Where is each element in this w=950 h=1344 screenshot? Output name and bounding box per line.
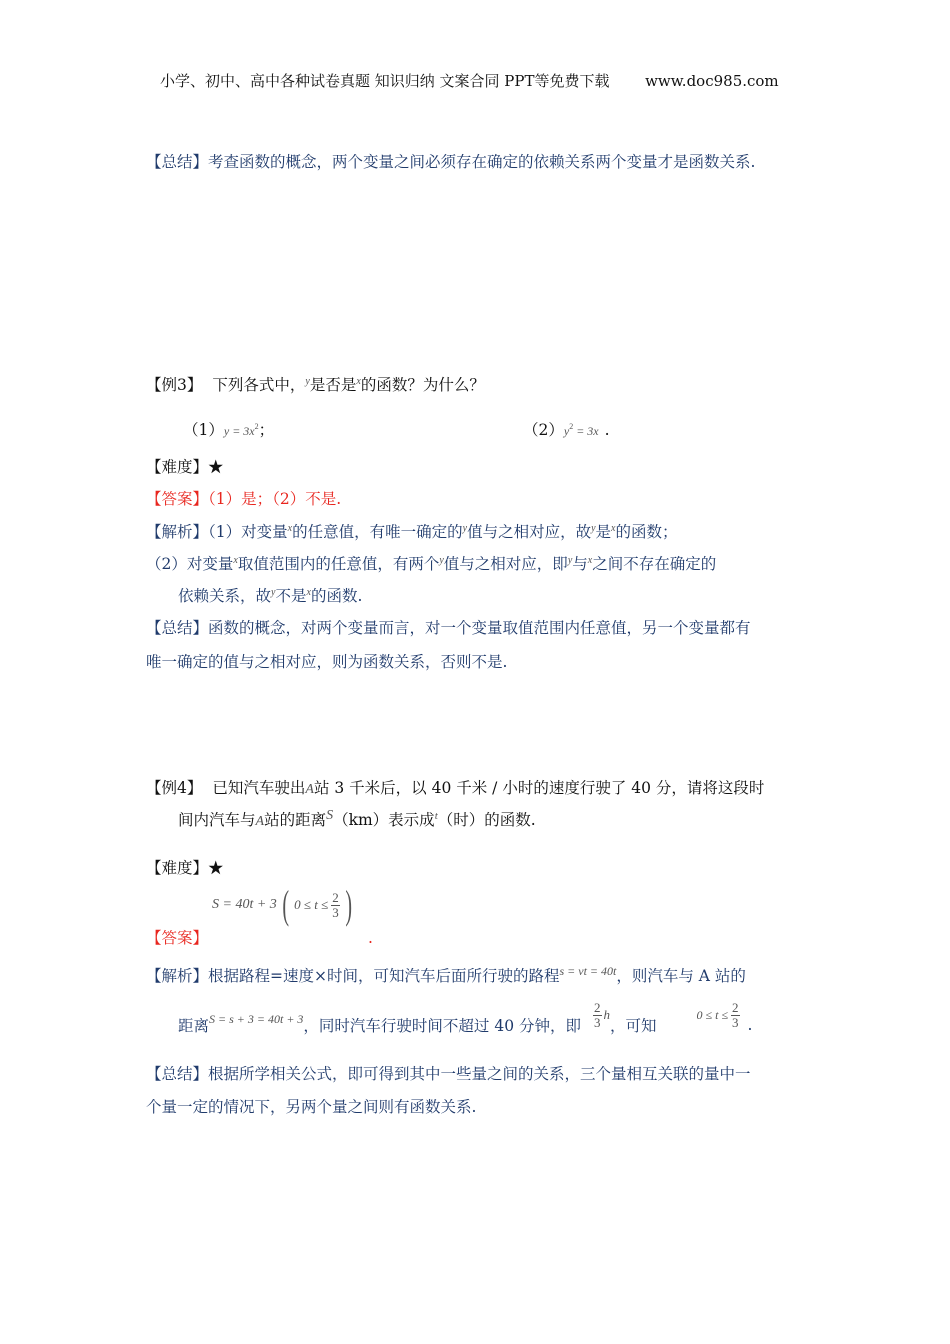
example-4-analysis-line-1	[146, 964, 746, 986]
summary-label: 【总结】	[146, 1065, 209, 1083]
example-3-analysis-line-2	[146, 552, 716, 574]
example-3-analysis-line-3	[178, 584, 362, 606]
denominator: 3	[594, 1014, 601, 1030]
denominator: 3	[332, 904, 339, 920]
analysis-text: （1）对变量	[208, 523, 288, 541]
question-text: 站的距离	[264, 811, 327, 830]
analysis-text: 值与之相对应，即	[443, 555, 568, 573]
summary-text: 唯一确定的值与之相对应，则为函数关系，否则不是.	[146, 653, 508, 671]
summary-label: 【总结】	[146, 153, 209, 171]
question-text: 站 3 千米后，以 40 千米 / 小时的速度行驶了 40 分，请将这段时	[313, 779, 765, 797]
difficulty-label: 【难度】	[146, 859, 209, 877]
summary-label: 【总结】	[146, 619, 209, 637]
analysis-text: 与	[572, 555, 588, 573]
question-text: 是否是	[309, 376, 357, 394]
example-3-summary-line-2	[146, 650, 507, 672]
analysis-text: ，可知	[610, 1017, 657, 1035]
right-paren: )	[345, 882, 352, 927]
formula: S = 40t + 3	[212, 897, 277, 912]
analysis-text: 值与之相对应，故	[467, 523, 592, 541]
punctuation: .	[368, 929, 373, 947]
var-y: y	[439, 554, 444, 566]
analysis-text: 根据路程=速度×时间，可知汽车后面所行驶的路程	[208, 967, 560, 986]
summary-text: 个量一定的情况下，另两个量之间则有函数关系.	[146, 1098, 477, 1116]
question-text: 已知汽车驶出	[212, 779, 306, 797]
analysis-text: （2）对变量	[146, 555, 234, 573]
analysis-text: 不是	[275, 587, 307, 605]
analysis-text: ，则汽车与 A 站的	[616, 967, 746, 986]
question-text: 下列各式中，	[212, 376, 306, 394]
answer-label: 【答案】	[146, 490, 209, 508]
var-S: S	[326, 808, 334, 823]
numerator: 2	[732, 999, 739, 1015]
var-y: y	[567, 554, 573, 566]
summary-text: 函数的概念，对两个变量而言，对一个变量取值范围内任意值，另一个变量都有	[208, 619, 751, 637]
analysis-text: 的任意值，有唯一确定的	[292, 523, 463, 541]
analysis-text: 依赖关系，故	[178, 587, 272, 605]
example-3-answer	[146, 487, 341, 509]
example-4-difficulty	[146, 856, 224, 878]
var-x: x	[306, 586, 311, 598]
analysis-text: 距离	[178, 1017, 210, 1035]
unit-h: h	[603, 1007, 611, 1022]
question-text: 的函数？为什么？	[360, 376, 485, 394]
inequality: 0 ≤ t ≤	[294, 897, 329, 912]
var-x: x	[287, 522, 293, 534]
analysis-text: 的函数.	[310, 587, 363, 605]
var-y: y	[305, 375, 310, 387]
summary-text: 根据所学相关公式，即可得到其中一些量之间的关系，三个量相互关联的量中一	[208, 1065, 751, 1083]
formula: y = 3x	[223, 424, 255, 438]
punctuation: .	[747, 1016, 753, 1034]
var-y: y	[271, 586, 276, 598]
example-4-answer-formula	[212, 880, 355, 930]
example-4-summary-line-1	[146, 1062, 751, 1084]
var-A: A	[255, 814, 265, 830]
fraction	[731, 1001, 740, 1029]
example-3-label: 【例3】	[146, 376, 203, 394]
analysis-label: 【解析】	[146, 967, 209, 986]
example-4-question-line-1	[146, 776, 764, 798]
star-icon: ★	[208, 458, 224, 476]
numerator: 2	[332, 889, 339, 905]
summary-1	[146, 150, 755, 172]
analysis-label: 【解析】	[146, 523, 209, 541]
formula: S = s + 3 = 40t + 3	[209, 1011, 304, 1026]
punctuation: ；	[258, 421, 275, 439]
answer-text: （1）是；（2）不是.	[208, 490, 342, 508]
fraction	[593, 1001, 602, 1029]
var-t: t	[434, 810, 438, 822]
exponent: 2	[254, 421, 259, 431]
star-icon: ★	[208, 859, 224, 877]
var-x: x	[611, 522, 616, 534]
part-number: （2）	[523, 421, 564, 439]
part-number: （1）	[183, 421, 224, 439]
question-text: （km）表示成	[333, 811, 435, 830]
header-text: 小学、初中、高中各种试卷真题 知识归纳 文案合同 PPT等免费下载	[160, 72, 610, 90]
header-site-link[interactable]: www.doc985.com	[645, 72, 779, 90]
var-x: x	[587, 554, 593, 566]
example-4-label: 【例4】	[146, 779, 203, 797]
analysis-text: 之间不存在确定的	[592, 555, 717, 573]
numerator: 2	[594, 999, 601, 1015]
example-4-summary-line-2	[146, 1095, 476, 1117]
example-4-analysis-line-2	[178, 999, 753, 1040]
denominator: 3	[732, 1014, 739, 1030]
formula: = 3x	[573, 424, 599, 438]
var-x: x	[356, 375, 361, 387]
header-bar	[160, 70, 779, 91]
left-paren: (	[282, 882, 289, 927]
question-text: 间内汽车与	[178, 811, 256, 830]
example-3-analysis-line-1	[146, 520, 678, 542]
difficulty-label: 【难度】	[146, 458, 209, 476]
example-4-answer	[146, 926, 373, 948]
inequality: 0 ≤ t ≤	[696, 1007, 729, 1022]
var-A: A	[305, 782, 314, 797]
analysis-text: 取值范围内的任意值，有两个	[237, 555, 440, 573]
analysis-text: 是	[595, 523, 612, 541]
answer-label: 【答案】	[146, 929, 209, 947]
fraction	[331, 891, 340, 919]
var-y: y	[462, 522, 468, 534]
analysis-text: 的函数；	[615, 523, 678, 541]
var-x: x	[233, 554, 238, 566]
example-3-question	[146, 373, 485, 395]
example-4-question-line-2	[178, 808, 536, 830]
question-text: （时）的函数.	[437, 811, 536, 830]
summary-text: 考查函数的概念，两个变量之间必须存在确定的依赖关系两个变量才是函数关系.	[208, 153, 756, 171]
example-3-difficulty	[146, 455, 224, 477]
var-y: y	[591, 522, 596, 534]
formula: y	[563, 424, 570, 438]
punctuation: .	[604, 421, 610, 439]
example-3-part-1	[183, 418, 274, 440]
example-3-part-2	[523, 418, 610, 440]
analysis-text: ，同时汽车行驶时间不超过 40 分钟，即	[303, 1017, 582, 1035]
example-3-summary-line-1	[146, 616, 751, 638]
exponent: 2	[569, 421, 574, 431]
formula: s = vt = 40t	[559, 964, 617, 978]
